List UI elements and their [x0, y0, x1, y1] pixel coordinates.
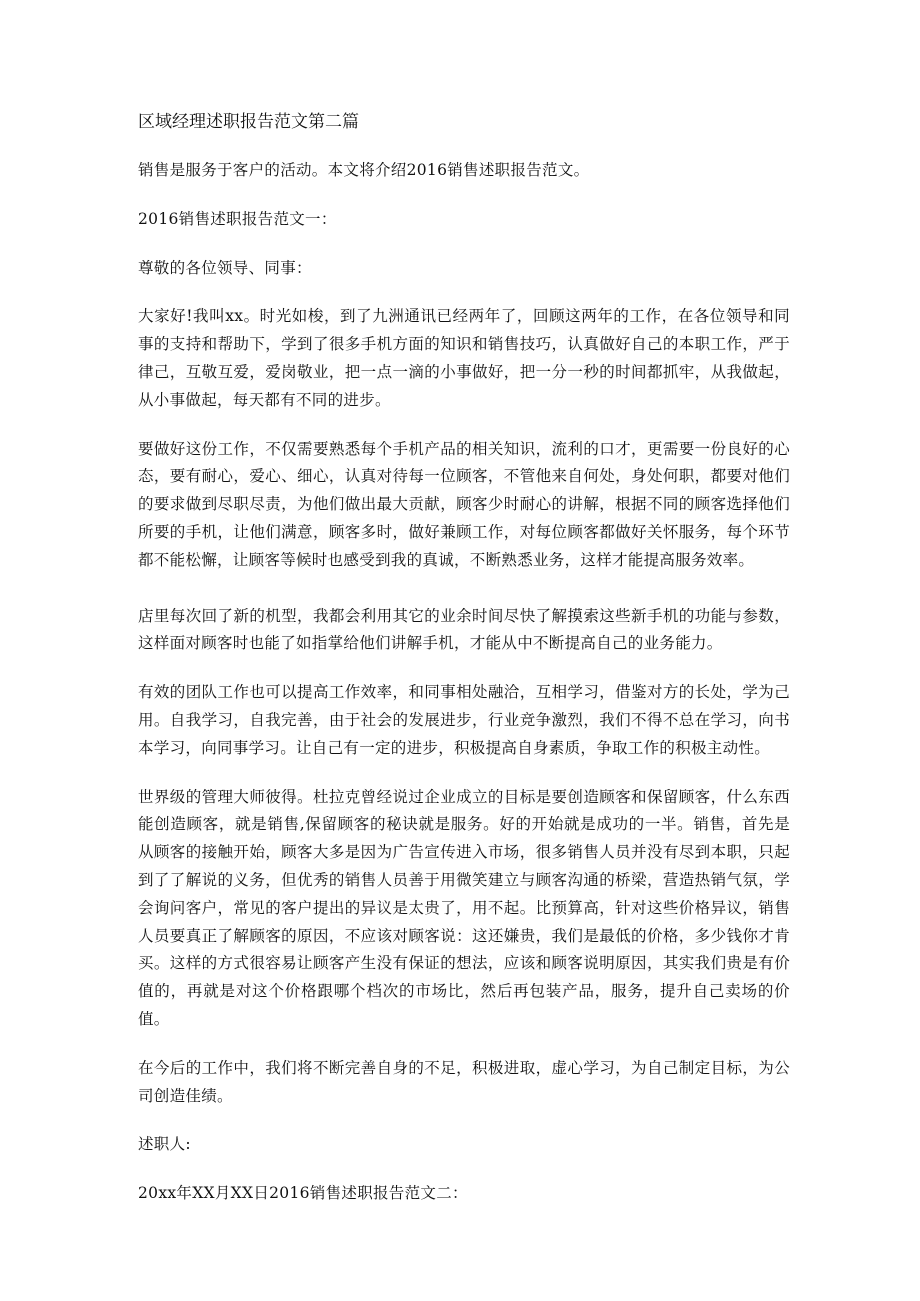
paragraph-new-models: 店里每次回了新的机型，我都会利用其它的业余时间尽快了解摸索这些新手机的功能与参数，这样面对顾客时也能了如指掌给他们讲解手机，才能从中不断提高自己的业务能力。: [138, 606, 790, 653]
paragraph-date-heading-two: 20xx年XX月XX日2016销售述职报告范文二：: [138, 1184, 468, 1203]
paragraph-future: 在今后的工作中，我们将不断完善自身的不足，积极进取，虚心学习，为自己制定目标，为公司创造佳绩。: [138, 1058, 790, 1105]
paragraph-management: 世界级的管理大师彼得。杜拉克曾经说过企业成立的目标是要创造顾客和保留顾客，什么东西能创造顾客，就是销售,保留顾客的秘诀就是服务。好的开始就是成功的一半。销售，首先是从顾客的接触开始，顾客大多是因为广告宣传进入市场，很多销售人员并没有尽到本职，只起到了了解说的义务，但优秀的销售人员善于用微笑建立与顾客沟通的桥梁，营造热销气氛，学会询问客户，常见的客户提出的异议是太贵了，用不起。比预算高，针对这些价格异议，销售人员要真正了解顾客的原因，不应该对顾客说：这还嫌贵，我们是最低的价格，多少钱你才肯买。这样的方式很容易让顾客产生没有保证的想法，应该和顾客说明原因，其实我们贵是有价值的，再就是对这个价格跟哪个档次的市场比，然后再包装产品，服务，提升自己卖场的价值。: [138, 787, 790, 1028]
paragraph-heading-one: 2016销售述职报告范文一：: [138, 209, 337, 228]
paragraph-greeting: 大家好!我叫xx。时光如梭，到了九洲通讯已经两年了，回顾这两年的工作，在各位领导和同事的支持和帮助下，学到了很多手机方面的知识和销售技巧，认真做好自己的本职工作，严于律己，互敬互爱，爱岗敬业，把一点一滴的小事做好，把一分一秒的时间都抓牢，从我做起，从小事做起，每天都有不同的进步。: [138, 307, 790, 409]
paragraph-teamwork: 有效的团队工作也可以提高工作效率，和同事相处融洽，互相学习，借鉴对方的长处，学为己用。自我学习，自我完善，由于社会的发展进步，行业竞争激烈，我们不得不总在学习，向书本学习，向同事学习。让自己有一定的进步，积极提高自身素质，争取工作的积极主动性。: [138, 683, 790, 757]
paragraph-salutation: 尊敬的各位领导、同事：: [138, 258, 312, 277]
paragraph-reporter: 述职人:: [138, 1135, 191, 1154]
document-title: 区域经理述职报告范文第二篇: [138, 112, 359, 132]
paragraph-intro: 销售是服务于客户的活动。本文将介绍2016销售述职报告范文。: [138, 161, 590, 179]
paragraph-attitude: 要做好这份工作，不仅需要熟悉每个手机产品的相关知识，流利的口才，更需要一份良好的心态，要有耐心，爱心、细心，认真对待每一位顾客，不管他来自何处，身处何职，都要对他们的要求做到尽职尽责，为他们做出最大贡献，顾客少时耐心的讲解，根据不同的顾客选择他们所要的手机，让他们满意，顾客多时，做好兼顾工作，对每位顾客都做好关怀服务，每个环节都不能松懈，让顾客等候时也感受到我的真诚，不断熟悉业务，这样才能提高服务效率。: [138, 439, 790, 569]
document-body: [138, 108, 790, 1208]
